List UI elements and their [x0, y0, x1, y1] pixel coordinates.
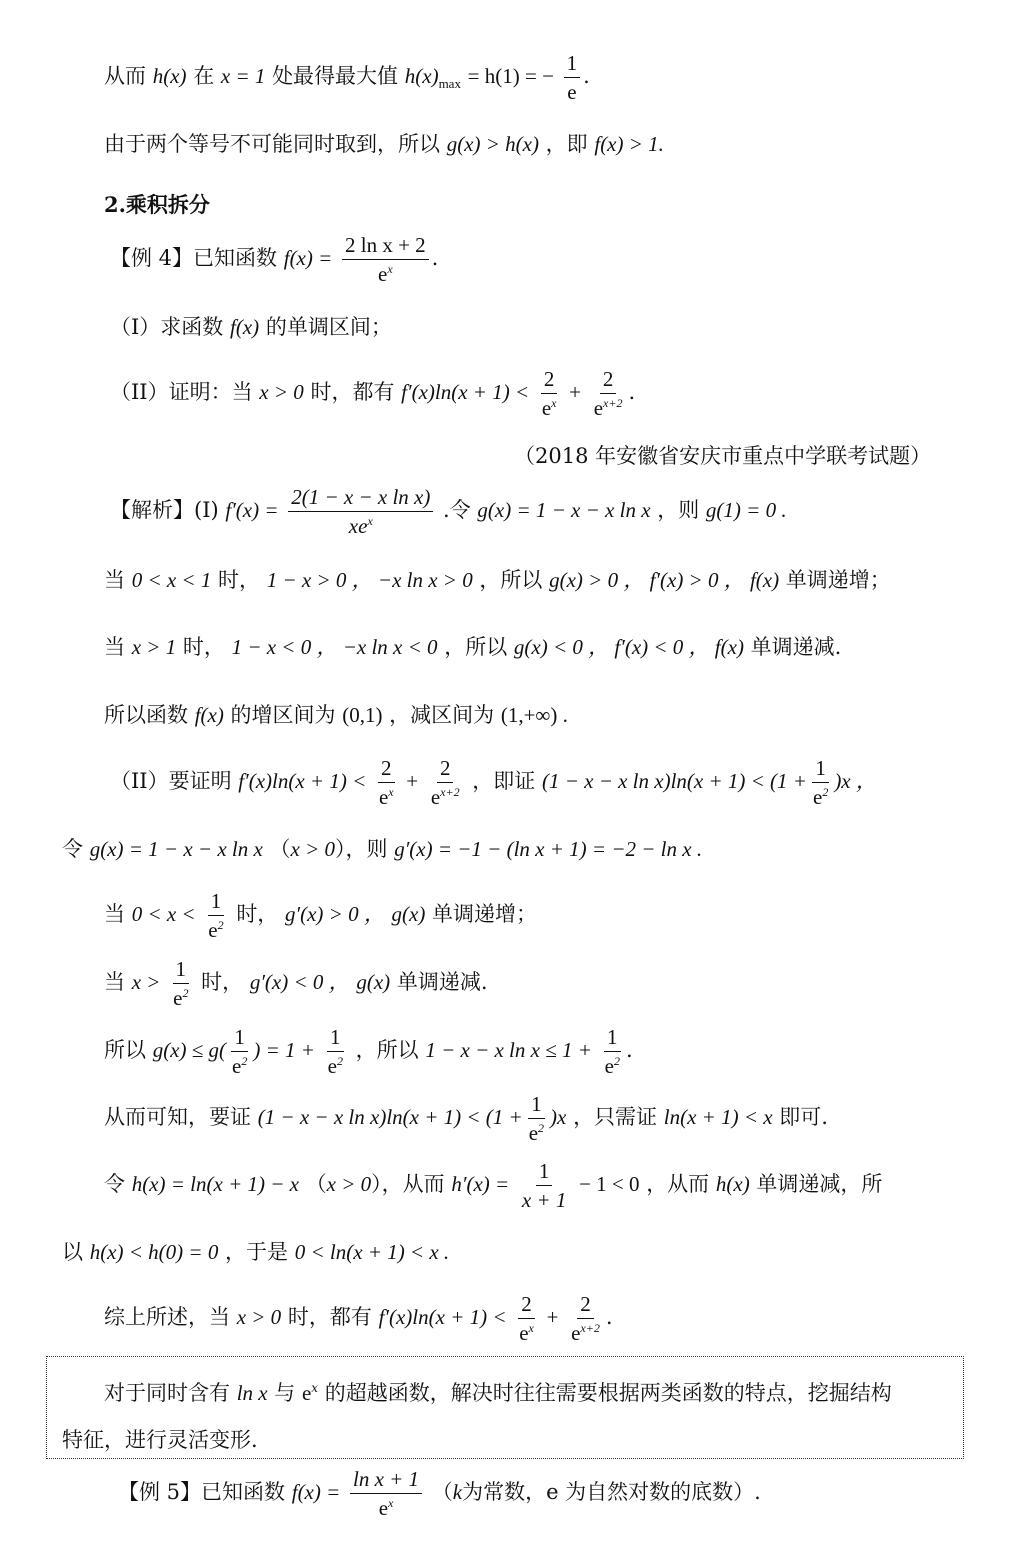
source-citation [514, 446, 931, 467]
question-1 [110, 317, 392, 338]
text: 时，都有 [287, 1305, 372, 1330]
text: ，所以 [444, 635, 508, 659]
example-4: 【例 4】已知函数 f(x) = $\frac{\text{2 ln x + 2}}{e^x}$ . [110, 233, 439, 287]
fraction: $\frac{1}{x + 1}$ [521, 1159, 567, 1213]
fraction: $\frac{2}{e^x}$ [378, 756, 394, 810]
solution-1 [110, 486, 787, 537]
math: x = 1 [220, 64, 266, 89]
math: g(x) < 0 ， f′(x) < 0 ， f(x) [513, 635, 744, 659]
let-g [62, 839, 702, 860]
text: 单调递增； [432, 902, 538, 927]
example-5 [118, 1468, 761, 1519]
text: 以 [62, 1240, 83, 1264]
fraction: $\frac{2}{e^x}$ [519, 1292, 534, 1346]
math: g(1) = 0 . [705, 498, 787, 523]
math: 0 < x < 1 [131, 568, 212, 592]
question-2: （II）证明：当 x > 0 时，都有 f′(x)ln(x + 1) < $\frac{2}{e^x}$ + $\frac{2}{e^{x+2}}$ . [110, 367, 636, 421]
text: 当 [104, 568, 125, 592]
text: （II）证明：当 [110, 380, 253, 405]
text: ，减区间为 [389, 703, 495, 727]
text: 在 [193, 64, 215, 89]
fraction: $\frac{1}{e^2}$ [604, 1025, 620, 1079]
math: h(x) = ln(x + 1) − x [131, 1172, 299, 1197]
math: h(x) [404, 64, 439, 89]
math: ln x [236, 1381, 268, 1405]
case-1 [104, 570, 891, 591]
text: 与 [274, 1381, 296, 1405]
math: g(x) > 0 ， f′(x) > 0 ， f(x) [549, 568, 780, 592]
math: f′(x)ln(x + 1) < [238, 769, 367, 794]
case-2 [104, 637, 841, 658]
math: g′(x) > 0 ， [285, 902, 385, 927]
text: 令 [104, 1172, 125, 1197]
text: 所以函数 [104, 703, 188, 727]
math: h′(x) = [451, 1172, 510, 1197]
fraction: $\frac{1}{e^2}$ [528, 1092, 545, 1146]
note-line-1: 对于同时含有 ln x 与 $e^x$ 的超越函数，解决时往往需要根据两类函数的特点，挖掘结构 [104, 1381, 892, 1405]
text: 当 [104, 635, 125, 659]
text: （ [305, 1172, 327, 1197]
text: ，即证 [472, 769, 536, 794]
math: (1,+∞) . [500, 703, 568, 727]
text: （I）求函数 [110, 315, 224, 339]
heading-text: 2.乘积拆分 [104, 192, 210, 217]
math: − 1 < 0 [579, 1172, 640, 1197]
math: x > 0 [236, 1305, 282, 1330]
text: 特征，进行灵活变形. [62, 1428, 258, 1452]
math: x > 1 [131, 635, 177, 659]
fraction: $\frac{\text{2(1 − x − x ln x)}}{xe^x}$ [288, 486, 433, 537]
text: ，即 [545, 132, 588, 156]
math: 1 − x > 0 ， −x ln x > 0 [266, 568, 473, 592]
math: g(x) > h(x) [446, 132, 539, 156]
text: .令 [443, 498, 471, 523]
math: g(x) ≤ g( [152, 1038, 227, 1063]
fraction: $\frac{1}{e^2}$ [232, 1025, 248, 1079]
line-max-value: 从而 h(x) 在 x = 1 处最得最大值 $h(x)_{max} = h(1)$ = − $\frac{1}{e}$ . [104, 51, 590, 105]
math: f′(x)ln(x + 1) < [401, 380, 530, 405]
text: ，所以 [479, 568, 543, 592]
text: （ [431, 1480, 453, 1505]
text: 当 [104, 902, 125, 927]
text: 所以 [104, 1038, 146, 1063]
text: 【例 5】已知函数 [118, 1480, 286, 1505]
text: ，从而 [646, 1172, 710, 1197]
text: 【解析】(I) [110, 498, 219, 523]
fraction: $\frac{1}{e^2}$ [327, 1025, 343, 1079]
text: 当 [104, 970, 125, 995]
math: )x ， [834, 769, 877, 794]
math: g(x) [356, 970, 391, 995]
math: 0 < ln(x + 1) < x . [294, 1240, 450, 1264]
text: ，则 [657, 498, 700, 523]
fraction: $\frac{\text{ln x + 1}}{e^x}$ [350, 1468, 422, 1519]
part-2-goal [110, 757, 877, 808]
text: ，于是 [225, 1240, 289, 1264]
text: 即可. [779, 1105, 828, 1130]
only-need [104, 1093, 828, 1144]
math: e [301, 1381, 312, 1405]
fraction: $\frac{1}{e^2}$ [173, 957, 189, 1011]
text: （ [269, 837, 291, 861]
text: 由于两个等号不可能同时取到，所以 [104, 132, 440, 156]
math: 1 − x − x ln x ≤ 1 + [425, 1038, 592, 1063]
text: 对于同时含有 [104, 1381, 230, 1405]
text: 的增区间为 [230, 703, 336, 727]
text: 从而 [104, 64, 146, 89]
intervals [104, 705, 568, 726]
math: x > 0 [326, 1172, 372, 1197]
let-h [104, 1160, 882, 1211]
math: x > 0 [290, 837, 335, 861]
math: g(x) [391, 902, 426, 927]
math: f(x) [229, 315, 260, 339]
text: 时， [182, 635, 225, 659]
text: ，所以 [355, 1038, 419, 1063]
text: 单调递减. [750, 635, 842, 659]
math: + [546, 1305, 559, 1330]
math: max [438, 76, 461, 92]
line-conclusion [104, 134, 664, 155]
math: (0,1) [342, 703, 383, 727]
math: ln(x + 1) < x [663, 1105, 773, 1130]
math: h(x) < h(0) = 0 [89, 1240, 219, 1264]
text: 的超越函数，解决时往往需要根据两类函数的特点，挖掘结构 [324, 1381, 892, 1405]
text: ），则 [335, 837, 388, 861]
math: f(x) > 1. [594, 132, 664, 156]
g-case-1 [104, 890, 537, 941]
math: x > [131, 970, 161, 995]
fraction: $\frac{1}{e}$ [564, 52, 581, 103]
summary: 综上所述，当 x > 0 时，都有 f′(x)ln(x + 1) < $\frac{2}{e^x}$ + $\frac{2}{e^{x+2}}$ . [104, 1292, 613, 1346]
text: 时，都有 [310, 380, 395, 405]
text: ，只需证 [573, 1105, 658, 1130]
fraction: $\frac{2}{e^{x+2}}$ [430, 756, 460, 810]
g-maximum: 所以 g(x) ≤ g( $\frac{1}{e^2}$ ) = 1 + $\frac{1}{e^2}$ ，所以 1 − x − x ln x ≤ 1 + $\frac{1}{e^2}$ . [104, 1025, 633, 1079]
fraction: $\frac{1}{e^2}$ [208, 889, 224, 943]
text: 单调递增； [785, 568, 891, 592]
math: g′(x) < 0 ， [249, 970, 350, 995]
fraction: $\frac{2}{e^{x+2}}$ [593, 367, 623, 421]
text: 从而可知，要证 [104, 1105, 251, 1130]
fraction: $\frac{1}{e^2}$ [812, 756, 829, 810]
math: = h(1) = − [467, 64, 554, 89]
math: f(x) [194, 703, 224, 727]
text: 综上所述，当 [104, 1305, 230, 1330]
math: (1 − x − x ln x)ln(x + 1) < (1 + [257, 1105, 523, 1130]
math: 0 < x < [131, 902, 196, 927]
math: f′(x) = [225, 498, 279, 523]
math: f(x) = [291, 1480, 341, 1505]
math: (1 − x − x ln x)ln(x + 1) < (1 + [541, 769, 807, 794]
math: x > 0 [259, 380, 304, 405]
text: 为常数，e 为自然对数的底数）. [462, 1480, 761, 1505]
text: ），从而 [371, 1172, 445, 1197]
math: h(x) [152, 64, 187, 89]
text: （2018 年安徽省安庆市重点中学联考试题） [514, 444, 932, 468]
note-line-2 [62, 1430, 258, 1451]
text: 令 [62, 837, 83, 861]
math: + [406, 769, 419, 794]
h-conclusion [62, 1242, 449, 1263]
text: （II）要证明 [110, 769, 232, 794]
text: 时， [218, 568, 261, 592]
text: 单调递减，所 [756, 1172, 883, 1197]
math: k [452, 1480, 463, 1505]
math: g′(x) = −1 − (ln x + 1) = −2 − ln x . [394, 837, 703, 861]
fraction: $\frac{\text{2 ln x + 2}}{e^x}$ [342, 234, 429, 285]
math: 1 − x < 0 ， −x ln x < 0 [231, 635, 438, 659]
text: 的单调区间； [265, 315, 392, 339]
fraction: $\frac{2}{e^x}$ [541, 367, 557, 421]
math: g(x) = 1 − x − x ln x [477, 498, 651, 523]
text: 【例 4】已知函数 [110, 246, 278, 271]
text: 时， [236, 902, 279, 927]
math: f′(x)ln(x + 1) < [378, 1305, 507, 1330]
section-heading [104, 194, 210, 215]
text: 单调递减. [396, 970, 488, 995]
math: g(x) = 1 − x − x ln x [89, 837, 263, 861]
fraction: $\frac{2}{e^{x+2}}$ [571, 1292, 600, 1346]
math: + [569, 380, 581, 405]
text: 处最得最大值 [272, 64, 399, 89]
text: 时， [201, 970, 244, 995]
math: )x [550, 1105, 567, 1130]
math: h(x) [715, 1172, 750, 1197]
math: f(x) = [283, 246, 333, 271]
g-case-2 [104, 958, 488, 1009]
math: ) = 1 + [253, 1038, 315, 1063]
